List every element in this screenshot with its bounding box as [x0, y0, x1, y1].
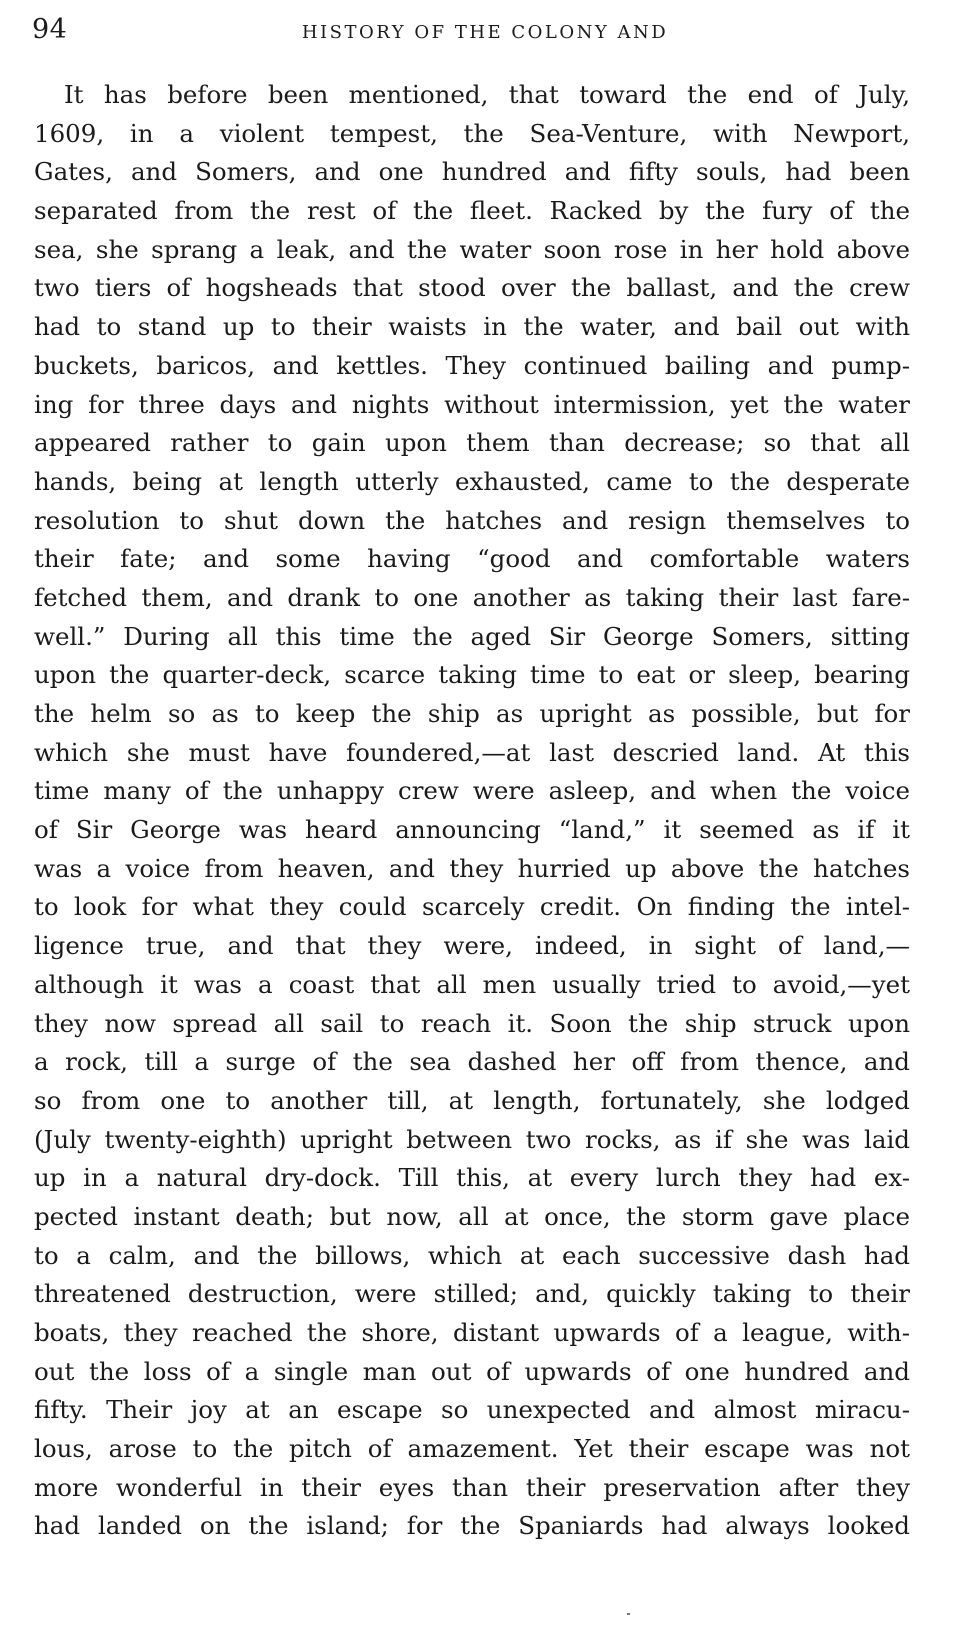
- body-paragraph: [34, 76, 910, 1546]
- text-line: It has before been mentioned, that toward the end of July,: [64, 80, 910, 109]
- text-line: ing for three days and nights without intermission, yet the water: [34, 389, 910, 419]
- text-line: a rock, till a surge of the sea dashed her off from thence, and: [34, 1047, 910, 1077]
- text-line: boats, they reached the shore, distant upwards of a league, with-: [34, 1318, 910, 1347]
- text-line: 1609, in a violent tempest, the Sea-Venture, with Newport,: [34, 118, 910, 148]
- text-line: Gates, and Somers, and one hundred and fifty souls, had been: [34, 157, 910, 187]
- text-line: they now spread all sail to reach it. Soon the ship struck upon: [34, 1008, 910, 1038]
- text-line: more wonderful in their eyes than their preservation after they: [34, 1472, 910, 1502]
- text-line: two tiers of hogsheads that stood over the ballast, and the crew: [34, 273, 910, 303]
- text-line: lous, arose to the pitch of amazement. Yet their escape was not: [34, 1434, 910, 1464]
- text-line: buckets, baricos, and kettles. They continued bailing and pump-: [34, 350, 910, 380]
- text-line: (July twenty-eighth) upright between two rocks, as if she was laid: [34, 1124, 910, 1154]
- text-line: hands, being at length utterly exhausted, came to the desperate: [34, 466, 910, 496]
- text-line: well.” During all this time the aged Sir George Somers, sitting: [34, 621, 910, 651]
- text-line: so from one to another till, at length, fortunately, she lodged: [34, 1085, 910, 1115]
- page-number: 94: [32, 14, 68, 45]
- text-line: the helm so as to keep the ship as upright as possible, but for: [34, 699, 910, 728]
- text-line: threatened destruction, were stilled; and, quickly taking to their: [34, 1279, 910, 1309]
- text-line: which she must have foundered,—at last descried land. At this: [34, 737, 910, 767]
- text-line: pected instant death; but now, all at once, the storm gave place: [34, 1201, 910, 1231]
- text-line: of Sir George was heard announcing “land,” it seemed as if it: [34, 815, 910, 845]
- text-line: to a calm, and the billows, which at each successive dash had: [34, 1240, 910, 1270]
- text-line: had landed on the island; for the Spaniards had always looked: [34, 1511, 910, 1541]
- text-line: ligence true, and that they were, indeed, in sight of land,—: [34, 931, 910, 961]
- text-line: upon the quarter-deck, scarce taking time to eat or sleep, bearing: [34, 660, 910, 690]
- text-line: although it was a coast that all men usually tried to avoid,—yet: [34, 969, 910, 999]
- text-line: was a voice from heaven, and they hurried up above the hatches: [34, 853, 910, 883]
- text-line: fifty. Their joy at an escape so unexpected and almost miracu-: [34, 1395, 910, 1425]
- text-line: time many of the unhappy crew were asleep, and when the voice: [34, 776, 910, 806]
- text-line: separated from the rest of the fleet. Racked by the fury of the: [34, 196, 910, 226]
- text-line: to look for what they could scarcely credit. On finding the intel-: [34, 892, 910, 922]
- text-line: fetched them, and drank to one another as taking their last fare-: [34, 582, 910, 612]
- text-line: resolution to shut down the hatches and resign themselves to: [34, 505, 910, 535]
- text-line: out the loss of a single man out of upwards of one hundred and: [34, 1356, 910, 1386]
- text-line: sea, she sprang a leak, and the water soon rose in her hold above: [34, 234, 910, 264]
- text-line: their fate; and some having “good and comfortable waters: [34, 544, 910, 574]
- text-line: appeared rather to gain upon them than decrease; so that all: [34, 428, 910, 458]
- text-line: had to stand up to their waists in the water, and bail out with: [34, 312, 910, 342]
- running-head: HISTORY OF THE COLONY AND: [301, 22, 669, 43]
- scan-speck: [627, 1613, 630, 1615]
- text-line: up in a natural dry-dock. Till this, at every lurch they had ex-: [34, 1163, 910, 1193]
